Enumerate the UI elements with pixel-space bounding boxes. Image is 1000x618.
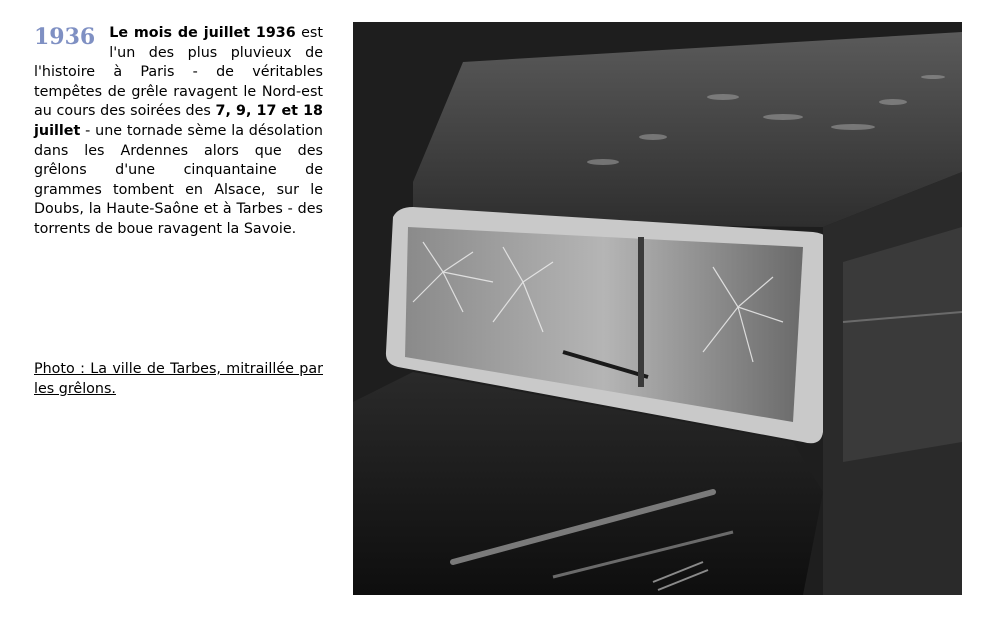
article-text-column: [34, 24, 323, 240]
bold-dates: 7, 9, 17 et 18 juillet: [34, 103, 324, 139]
text-segment-1: est l'un des plus pluvieux de l'histoire à Paris - de véritables tempêtes de grêle ravagent le Nord-est au cours des soirées des: [34, 25, 323, 120]
article-paragraph: [34, 24, 323, 240]
car-illustration: [353, 22, 962, 595]
bold-intro: Le mois de juillet 1936: [109, 25, 296, 41]
text-segment-2: - une tornade sème la désolation dans les Ardennes alors que des grêlons d'une cinquantaine de grammes tombent en Alsace, sur le Doubs, la Haute-Saône et à Tarbes - des torrents de boue ravagent la Savoie.: [34, 122, 323, 237]
photo-caption-link[interactable]: Photo : La ville de Tarbes, mitraillée par les grêlons.: [34, 361, 323, 397]
hail-damaged-car-photo: [353, 22, 962, 595]
year-heading: 1936: [34, 24, 96, 50]
